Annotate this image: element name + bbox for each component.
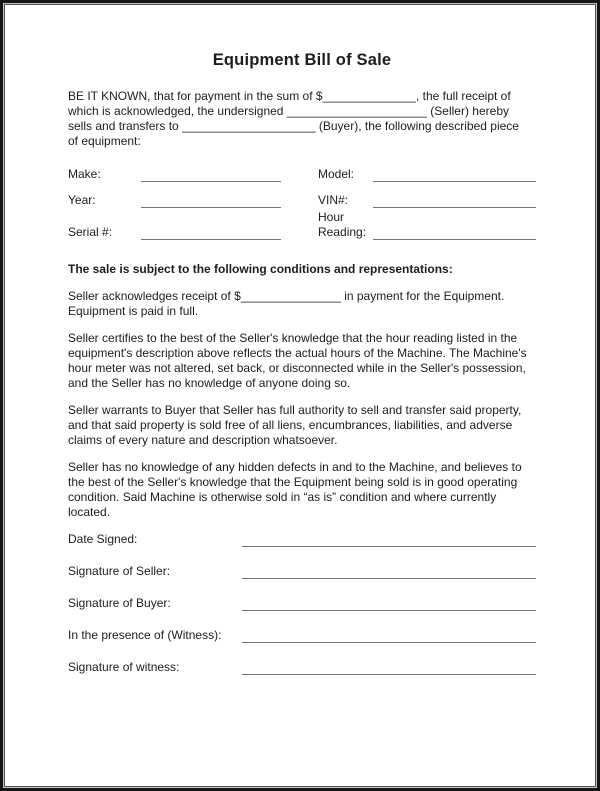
year-input-line[interactable] [141, 194, 281, 208]
paragraph-line: equipment's description above reflects the actual hours of the Machine. The Machine's [68, 346, 527, 360]
date-signed-label: Date Signed: [68, 532, 138, 546]
make-label: Make: [68, 167, 101, 181]
serial-number-label: Serial #: [68, 225, 113, 239]
signature-section [68, 532, 536, 675]
intro-line: of equipment: [68, 134, 141, 148]
vin-input-line[interactable] [373, 194, 536, 208]
hour-reading-input-line[interactable] [373, 226, 536, 240]
model-input-line[interactable] [373, 168, 536, 182]
signature-row [68, 532, 536, 547]
date-signed-input-line[interactable] [242, 533, 536, 547]
seller-signature-input-line[interactable] [242, 565, 536, 579]
buyer-signature-input-line[interactable] [242, 597, 536, 611]
seller-signature-label: Signature of Seller: [68, 564, 171, 578]
paragraph-line: located. [68, 505, 111, 519]
warranty-paragraph [68, 403, 536, 448]
page-title: Equipment Bill of Sale [212, 51, 392, 69]
paragraph-line: claims of every nature and description whatsoever. [68, 433, 338, 447]
field-row [68, 210, 536, 240]
intro-line: BE IT KNOWN, that for payment in the sum of $______________, the full receipt of [68, 89, 511, 103]
model-label: Model: [318, 167, 355, 181]
signature-row [68, 628, 536, 643]
intro-line: which is acknowledged, the undersigned _____________________ (Seller) hereby [68, 104, 509, 118]
paragraph-line: Equipment is paid in full. [68, 304, 199, 318]
field-row [68, 193, 536, 208]
paragraph-line: Seller acknowledges receipt of $_______________ in payment for the Equipment. [68, 289, 505, 303]
intro-paragraph [68, 89, 536, 149]
witness-presence-input-line[interactable] [242, 629, 536, 643]
as-is-condition-paragraph [68, 460, 536, 520]
paragraph-line: condition. Said Machine is otherwise sold in “as is” condition and where currently [68, 490, 497, 504]
signature-row [68, 564, 536, 579]
make-input-line[interactable] [141, 168, 281, 182]
payment-paragraph [68, 289, 536, 319]
paragraph-line: Seller certifies to the best of the Seller's knowledge that the hour reading listed in the [68, 331, 518, 345]
hour-meter-paragraph [68, 331, 536, 391]
paragraph-line: and that said property is sold free of all liens, encumbrances, liabilities, and adverse [68, 418, 513, 432]
serial-number-input-line[interactable] [141, 226, 281, 240]
hour-reading-label: Hour Reading: [318, 210, 367, 239]
vin-label: VIN#: [318, 193, 349, 207]
witness-signature-input-line[interactable] [242, 661, 536, 675]
year-label: Year: [68, 193, 96, 207]
paragraph-line: the best of the Seller's knowledge that the Equipment being sold is in good operating [68, 475, 518, 489]
paragraph-line: Seller has no knowledge of any hidden defects in and to the Machine, and believes to [68, 460, 522, 474]
buyer-signature-label: Signature of Buyer: [68, 596, 171, 610]
paragraph-line: hour meter was not altered, set back, or disconnected while in the Seller's possession, [68, 361, 526, 375]
signature-row [68, 596, 536, 611]
witness-signature-label: Signature of witness: [68, 660, 180, 674]
conditions-heading: The sale is subject to the following conditions and representations: [68, 262, 453, 276]
equipment-details-section [68, 167, 536, 240]
witness-presence-label: In the presence of (Witness): [68, 628, 222, 642]
intro-line: sells and transfers to ____________________ (Buyer), the following described piece [68, 119, 519, 133]
signature-row [68, 660, 536, 675]
field-row [68, 167, 536, 182]
paragraph-line: Seller warrants to Buyer that Seller has full authority to sell and transfer said property, [68, 403, 522, 417]
paragraph-line: and the Seller has no knowledge of anyone doing so. [68, 376, 351, 390]
